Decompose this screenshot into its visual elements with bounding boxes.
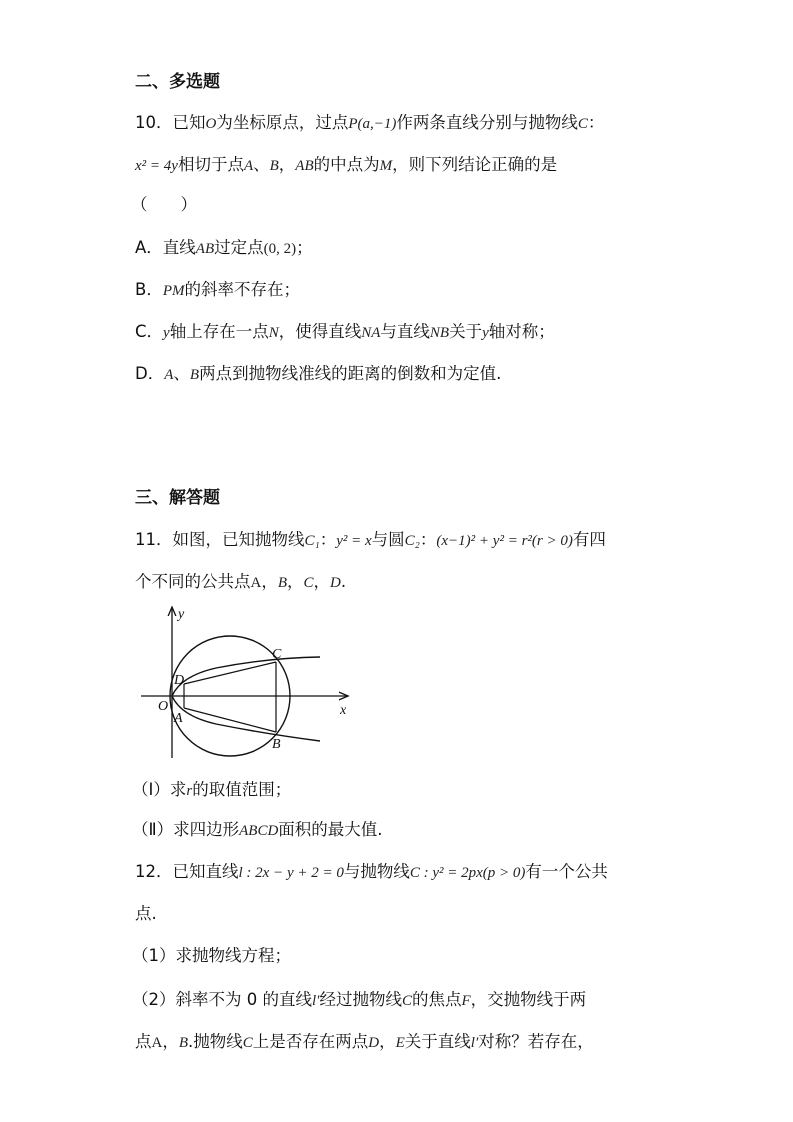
option-text: 与直线: [380, 322, 430, 341]
option-text: 轴上存在一点: [169, 322, 269, 341]
option-text: 轴对称；: [488, 322, 555, 341]
q10-option-d: [135, 362, 501, 387]
q11-math-c: C: [303, 575, 314, 591]
segment-ab: [184, 708, 276, 732]
q10-option-b: [135, 278, 300, 303]
part-math: A: [151, 1035, 163, 1051]
section-title-solve: 三、解答题: [135, 488, 220, 508]
q12-part-2-continued: [135, 1030, 594, 1055]
option-math: y: [163, 325, 170, 341]
part-text: 上是否存在两点: [252, 1032, 369, 1051]
q12-part-2: [132, 988, 586, 1013]
q11-line-1: [135, 528, 606, 553]
part-math: ABCD: [239, 823, 279, 839]
option-math: y: [482, 325, 489, 341]
q10-text: ，: [278, 155, 296, 174]
option-math: NA: [361, 325, 381, 341]
q10-option-c: [135, 320, 555, 345]
part-text: 对称？若存在，: [478, 1032, 594, 1051]
q10-math-point-p: P(a,−1): [348, 116, 397, 132]
section-title-multiple-choice: 二、多选题: [135, 72, 220, 92]
part-text: 的取值范围；: [192, 780, 292, 799]
part-math: l′: [312, 993, 320, 1009]
q11-figure-parabola-circle: [136, 602, 356, 762]
option-text: 的斜率不存在；: [184, 280, 300, 299]
option-text: 过定点: [214, 238, 264, 257]
q10-text: ，则下列结论正确的是: [392, 155, 558, 174]
q11-part-2: [132, 818, 383, 843]
q11-text: 有四: [572, 530, 606, 549]
q12-line-2: 点.: [135, 904, 157, 923]
q10-math-origin: O: [205, 116, 217, 132]
part-math: B: [178, 1035, 189, 1051]
part-text: .抛物线: [188, 1032, 243, 1051]
part-text: 经过抛物线: [319, 990, 402, 1009]
part-math: r: [186, 783, 193, 799]
q10-text: 作两条直线分别与抛物线: [396, 113, 578, 132]
label-c: C: [272, 647, 282, 662]
part-math: D: [368, 1035, 380, 1051]
q12-math-line: l : 2x − y + 2 = 0: [238, 865, 344, 881]
part-text: 的焦点: [411, 990, 462, 1009]
label-a: A: [174, 711, 183, 726]
q11-text: 如图，已知抛物线: [172, 530, 305, 549]
q10-math-a: A: [243, 158, 254, 174]
option-math: A: [164, 367, 174, 383]
q10-line-1: [135, 111, 604, 136]
q10-text: 为坐标原点，过点: [216, 113, 349, 132]
q11-math-circle-eq: (x−1)² + y² = r²(r > 0): [436, 533, 573, 549]
q11-text: ，: [261, 572, 278, 591]
q10-line-2: [135, 153, 557, 178]
q11-part-1: [132, 778, 291, 803]
option-math: PM: [162, 283, 185, 299]
q12-text: 已知直线: [172, 862, 239, 881]
part-text: 关于直线: [404, 1032, 471, 1051]
q11-text: ：: [319, 530, 337, 549]
option-math: B: [189, 367, 200, 383]
option-text: D．: [135, 364, 165, 383]
option-math: AB: [195, 241, 215, 257]
label-d: D: [174, 673, 185, 688]
q12-part-1: （1）求抛物线方程；: [132, 946, 291, 965]
part-math: l′: [470, 1035, 479, 1051]
label-b: B: [272, 737, 281, 752]
option-text: ；: [296, 238, 313, 257]
q11-text: ：: [419, 530, 437, 549]
part-math: C: [401, 993, 412, 1009]
q10-math-m: M: [379, 158, 393, 174]
q10-text: ：: [587, 113, 605, 132]
q11-math-d: D: [330, 575, 341, 591]
part-text: ，交抛物线于两: [470, 990, 587, 1009]
q10-text: 已知: [172, 113, 206, 132]
q10-answer-bracket: （ ）: [131, 195, 197, 214]
part-text: （Ⅰ）求: [132, 780, 187, 799]
q10-text: 相切于点: [177, 155, 244, 174]
q12-number: 12．: [135, 862, 173, 881]
q10-option-a: [135, 236, 313, 261]
part-text: 面积的最大值.: [278, 820, 383, 839]
q10-math-ab: AB: [295, 158, 314, 174]
q10-math-parabola: C: [577, 116, 588, 132]
q11-math-parabola-eq: y² = x: [336, 533, 372, 549]
q11-text: ，: [287, 572, 304, 591]
option-math: N: [268, 325, 279, 341]
part-math: F: [461, 993, 471, 1009]
q11-text: .: [340, 572, 347, 591]
part-text: （2）斜率不为 0 的直线: [132, 990, 312, 1009]
q11-math-c1: C₁: [304, 533, 320, 549]
q11-text: ，: [313, 572, 331, 591]
q10-math-b: B: [269, 158, 279, 174]
option-math: NB: [429, 325, 450, 341]
part-text: ，: [379, 1032, 396, 1051]
option-text: 关于: [449, 322, 483, 341]
q11-text: 与圆: [371, 530, 405, 549]
option-text: A．直线: [135, 238, 196, 257]
part-text: ，: [162, 1032, 179, 1051]
option-text: B．: [135, 280, 163, 299]
part-text: （Ⅱ）求四边形: [132, 820, 240, 839]
q11-math-a: A: [250, 575, 262, 591]
part-math: E: [395, 1035, 405, 1051]
q10-text: 的中点为: [313, 155, 380, 174]
part-text: 点: [135, 1032, 152, 1051]
q11-number: 11．: [135, 530, 173, 549]
q12-text: 与抛物线: [343, 862, 410, 881]
q11-text: 个不同的公共点: [135, 572, 251, 591]
q10-number: 10．: [135, 113, 173, 132]
option-math: (0, 2): [263, 241, 297, 257]
q12-line-1: [135, 860, 608, 885]
label-y: y: [178, 607, 185, 622]
option-text: 两点到抛物线准线的距离的倒数和为定值.: [199, 364, 502, 383]
label-x: x: [340, 703, 347, 718]
option-text: ，使得直线: [278, 322, 362, 341]
q12-math-parabola: C : y² = 2px(p > 0): [409, 865, 526, 881]
option-text: 、: [173, 364, 190, 383]
q12-text: 有一个公共: [525, 862, 608, 881]
q11-math-b: B: [277, 575, 288, 591]
option-text: C．: [135, 322, 164, 341]
label-origin: O: [158, 699, 169, 714]
q10-text: 、: [253, 155, 270, 174]
q11-math-c2: C₂: [404, 533, 420, 549]
q10-math-equation: x² = 4y: [135, 158, 178, 174]
q11-line-2: [135, 570, 346, 595]
part-math: C: [242, 1035, 253, 1051]
